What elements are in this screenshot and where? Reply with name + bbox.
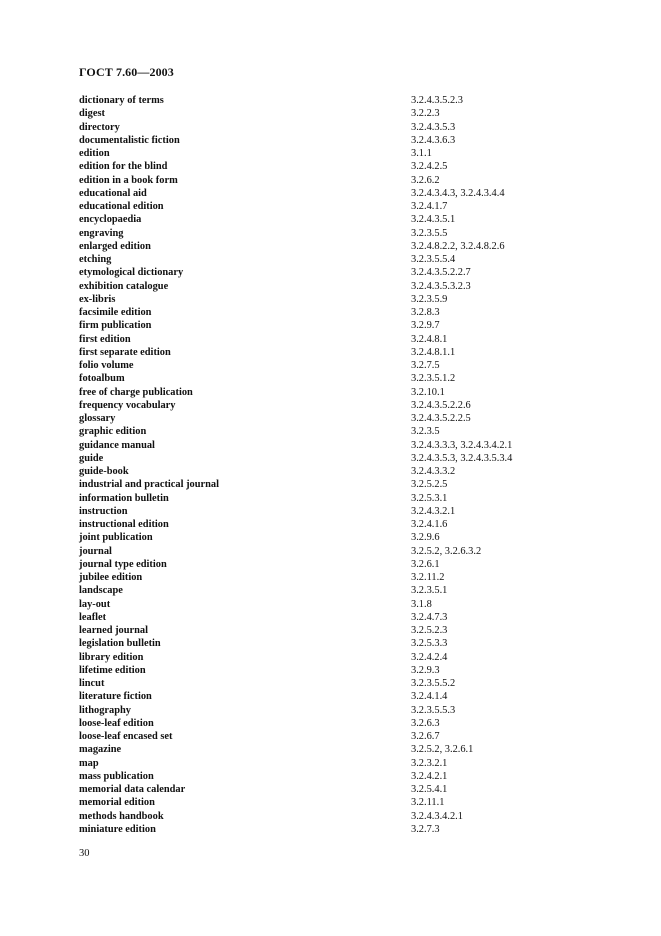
index-entry bbox=[79, 306, 599, 319]
index-reference: 3.1.1 bbox=[411, 148, 432, 159]
index-entry bbox=[79, 425, 599, 438]
index-reference: 3.2.4.3.5.2.2.5 bbox=[411, 413, 471, 424]
index-reference: 3.2.3.5.5 bbox=[411, 227, 448, 239]
index-entry bbox=[79, 518, 599, 531]
index-entry bbox=[79, 598, 599, 611]
index-entry bbox=[79, 545, 599, 558]
index-term: first separate edition bbox=[79, 346, 171, 358]
index-entry bbox=[79, 624, 599, 637]
index-reference: 3.2.4.3.5.3, 3.2.4.3.5.3.4 bbox=[411, 452, 513, 464]
index-reference: 3.2.4.3.6.3 bbox=[411, 134, 456, 146]
index-entry bbox=[79, 704, 599, 717]
index-reference: 3.2.11.1 bbox=[411, 797, 445, 809]
index-entry bbox=[79, 810, 599, 823]
index-entry bbox=[79, 505, 599, 518]
index-entry bbox=[79, 319, 599, 332]
index-term: jubilee edition bbox=[79, 572, 143, 583]
index-term: loose-leaf encased set bbox=[79, 731, 173, 742]
index-entry bbox=[79, 770, 599, 783]
index-reference: 3.2.10.1 bbox=[411, 386, 445, 398]
index-term: dictionary of terms bbox=[79, 95, 164, 106]
index-reference: 3.2.4.1.4 bbox=[411, 691, 448, 703]
index-entry bbox=[79, 160, 599, 173]
index-reference: 3.2.5.4.1 bbox=[411, 784, 448, 795]
index-reference: 3.2.4.3.3.2 bbox=[411, 466, 456, 477]
index-entry bbox=[79, 386, 599, 399]
index-reference: 3.2.3.5.5.4 bbox=[411, 254, 456, 265]
index-term: ex-libris bbox=[79, 293, 116, 305]
index-entry bbox=[79, 107, 599, 120]
index-entry bbox=[79, 174, 599, 187]
index-term: firm publication bbox=[79, 320, 152, 332]
index-entry bbox=[79, 531, 599, 544]
index-reference: 3.2.6.3 bbox=[411, 717, 440, 729]
index-reference: 3.2.3.5.5.2 bbox=[411, 678, 456, 689]
index-term: literature fiction bbox=[79, 691, 152, 703]
index-term: lay-out bbox=[79, 598, 111, 610]
index-entry bbox=[79, 584, 599, 597]
index-reference: 3.2.9.6 bbox=[411, 532, 440, 544]
index-reference: 3.2.8.3 bbox=[411, 307, 440, 318]
index-entry bbox=[79, 637, 599, 650]
page-number: 30 bbox=[79, 848, 90, 859]
index-reference: 3.2.4.7.3 bbox=[411, 611, 448, 623]
index-reference: 3.2.4.3.5.2.2.6 bbox=[411, 399, 471, 411]
index-term: instructional edition bbox=[79, 519, 169, 530]
index-reference: 3.2.7.5 bbox=[411, 360, 440, 371]
index-term: etymological dictionary bbox=[79, 267, 184, 279]
index-term: information bulletin bbox=[79, 492, 169, 504]
index-term: miniature edition bbox=[79, 823, 156, 835]
index-term: instruction bbox=[79, 505, 128, 517]
index-term: joint publication bbox=[79, 532, 153, 544]
index-term: loose-leaf edition bbox=[79, 717, 154, 729]
index-reference: 3.2.3.5 bbox=[411, 426, 440, 438]
index-entry bbox=[79, 293, 599, 306]
index-entry bbox=[79, 399, 599, 412]
index-term: guide-book bbox=[79, 466, 129, 477]
index-reference: 3.2.4.2.1 bbox=[411, 770, 448, 782]
index-term: guidance manual bbox=[79, 439, 155, 451]
index-term: directory bbox=[79, 121, 120, 133]
index-entry bbox=[79, 227, 599, 240]
index-reference: 3.2.5.3.3 bbox=[411, 638, 448, 650]
index-term: guide bbox=[79, 452, 104, 464]
index-reference: 3.2.4.3.5.2.2.7 bbox=[411, 267, 471, 279]
index-entry bbox=[79, 412, 599, 425]
index-entry bbox=[79, 372, 599, 385]
index-reference: 3.2.3.5.1.2 bbox=[411, 373, 456, 385]
index-reference: 3.2.4.1.6 bbox=[411, 519, 448, 530]
index-term: first edition bbox=[79, 333, 131, 345]
index-reference: 3.2.9.7 bbox=[411, 320, 440, 332]
index-term: lifetime edition bbox=[79, 664, 146, 676]
index-entry bbox=[79, 359, 599, 372]
index-reference: 3.2.3.5.9 bbox=[411, 293, 448, 305]
index-term: memorial edition bbox=[79, 797, 155, 809]
index-entry bbox=[79, 187, 599, 200]
index-entry bbox=[79, 730, 599, 743]
index-entry bbox=[79, 611, 599, 624]
index-reference: 3.2.3.5.5.3 bbox=[411, 704, 456, 716]
index-reference: 3.2.5.2, 3.2.6.1 bbox=[411, 744, 474, 756]
index-entry bbox=[79, 677, 599, 690]
index-entry bbox=[79, 651, 599, 664]
index-reference: 3.2.4.8.1.1 bbox=[411, 346, 456, 358]
index-entry bbox=[79, 94, 599, 107]
index-entry bbox=[79, 452, 599, 465]
index-reference: 3.2.4.2.4 bbox=[411, 651, 448, 663]
term-index-list bbox=[79, 94, 599, 836]
index-term: magazine bbox=[79, 744, 122, 756]
index-term: map bbox=[79, 757, 99, 769]
index-reference: 3.2.4.3.3.3, 3.2.4.3.4.2.1 bbox=[411, 439, 513, 451]
index-reference: 3.2.4.8.2.2, 3.2.4.8.2.6 bbox=[411, 240, 505, 252]
index-entry bbox=[79, 757, 599, 770]
index-term: folio volume bbox=[79, 360, 134, 371]
index-entry bbox=[79, 690, 599, 703]
index-reference: 3.2.5.2.3 bbox=[411, 625, 448, 636]
index-reference: 3.2.3.5.1 bbox=[411, 585, 448, 597]
index-reference: 3.2.4.3.4.2.1 bbox=[411, 810, 463, 822]
index-term: industrial and practical journal bbox=[79, 479, 219, 491]
index-reference: 3.2.3.2.1 bbox=[411, 757, 448, 769]
index-term: enlarged edition bbox=[79, 240, 151, 252]
index-term: digest bbox=[79, 108, 105, 120]
index-reference: 3.2.6.7 bbox=[411, 731, 440, 742]
index-term: landscape bbox=[79, 585, 123, 597]
index-reference: 3.2.6.2 bbox=[411, 174, 440, 186]
index-reference: 3.2.5.2, 3.2.6.3.2 bbox=[411, 545, 482, 557]
index-reference: 3.2.4.3.5.1 bbox=[411, 214, 456, 226]
index-term: free of charge publication bbox=[79, 386, 193, 398]
index-entry bbox=[79, 240, 599, 253]
index-term: facsimile edition bbox=[79, 307, 152, 318]
index-entry bbox=[79, 134, 599, 147]
index-entry bbox=[79, 121, 599, 134]
index-entry bbox=[79, 465, 599, 478]
index-entry bbox=[79, 664, 599, 677]
index-reference: 3.2.6.1 bbox=[411, 558, 440, 570]
index-term: methods handbook bbox=[79, 810, 164, 822]
index-entry bbox=[79, 147, 599, 160]
index-entry bbox=[79, 346, 599, 359]
index-term: edition for the blind bbox=[79, 161, 168, 173]
index-entry bbox=[79, 266, 599, 279]
page-header: ГОСТ 7.60—2003 bbox=[79, 65, 174, 79]
index-entry bbox=[79, 717, 599, 730]
index-entry bbox=[79, 213, 599, 226]
index-reference: 3.2.5.3.1 bbox=[411, 492, 448, 504]
index-reference: 3.2.4.3.5.2.3 bbox=[411, 95, 463, 106]
index-term: memorial data calendar bbox=[79, 784, 186, 795]
index-reference: 3.2.4.3.5.3 bbox=[411, 121, 456, 133]
index-entry bbox=[79, 558, 599, 571]
index-entry bbox=[79, 823, 599, 836]
index-reference: 3.2.4.3.2.1 bbox=[411, 505, 456, 517]
index-reference: 3.2.4.3.5.3.2.3 bbox=[411, 280, 471, 292]
index-term: journal bbox=[79, 545, 112, 557]
index-entry bbox=[79, 478, 599, 491]
index-term: graphic edition bbox=[79, 426, 147, 438]
index-reference: 3.2.5.2.5 bbox=[411, 479, 448, 491]
index-reference: 3.2.4.3.4.3, 3.2.4.3.4.4 bbox=[411, 187, 505, 199]
index-entry bbox=[79, 333, 599, 346]
index-term: frequency vocabulary bbox=[79, 399, 176, 411]
index-reference: 3.2.2.3 bbox=[411, 108, 440, 120]
index-entry bbox=[79, 796, 599, 809]
index-term: mass publication bbox=[79, 770, 154, 782]
index-term: glossary bbox=[79, 413, 116, 424]
index-reference: 3.2.4.8.1 bbox=[411, 333, 448, 345]
index-reference: 3.1.8 bbox=[411, 598, 432, 610]
index-term: etching bbox=[79, 254, 112, 265]
index-entry bbox=[79, 280, 599, 293]
index-entry bbox=[79, 253, 599, 266]
index-term: educational aid bbox=[79, 187, 147, 199]
index-term: encyclopaedia bbox=[79, 214, 142, 226]
index-term: library edition bbox=[79, 651, 144, 663]
index-entry bbox=[79, 571, 599, 584]
index-term: documentalistic fiction bbox=[79, 134, 180, 146]
index-term: journal type edition bbox=[79, 558, 167, 570]
index-term: legislation bulletin bbox=[79, 638, 161, 650]
index-reference: 3.2.9.3 bbox=[411, 664, 440, 676]
index-reference: 3.2.11.2 bbox=[411, 572, 445, 583]
index-entry bbox=[79, 439, 599, 452]
index-entry bbox=[79, 200, 599, 213]
index-term: fotoalbum bbox=[79, 373, 125, 385]
index-reference: 3.2.4.1.7 bbox=[411, 201, 448, 212]
index-entry bbox=[79, 783, 599, 796]
index-term: educational edition bbox=[79, 201, 164, 212]
index-entry bbox=[79, 743, 599, 756]
index-entry bbox=[79, 492, 599, 505]
index-term: edition in a book form bbox=[79, 174, 178, 186]
index-term: edition bbox=[79, 148, 110, 159]
index-term: engraving bbox=[79, 227, 124, 239]
index-reference: 3.2.4.2.5 bbox=[411, 161, 448, 173]
index-term: learned journal bbox=[79, 625, 148, 636]
index-term: exhibition catalogue bbox=[79, 280, 169, 292]
index-term: lithography bbox=[79, 704, 131, 716]
index-reference: 3.2.7.3 bbox=[411, 823, 440, 835]
index-term: leaflet bbox=[79, 611, 107, 623]
index-term: lincut bbox=[79, 678, 105, 689]
